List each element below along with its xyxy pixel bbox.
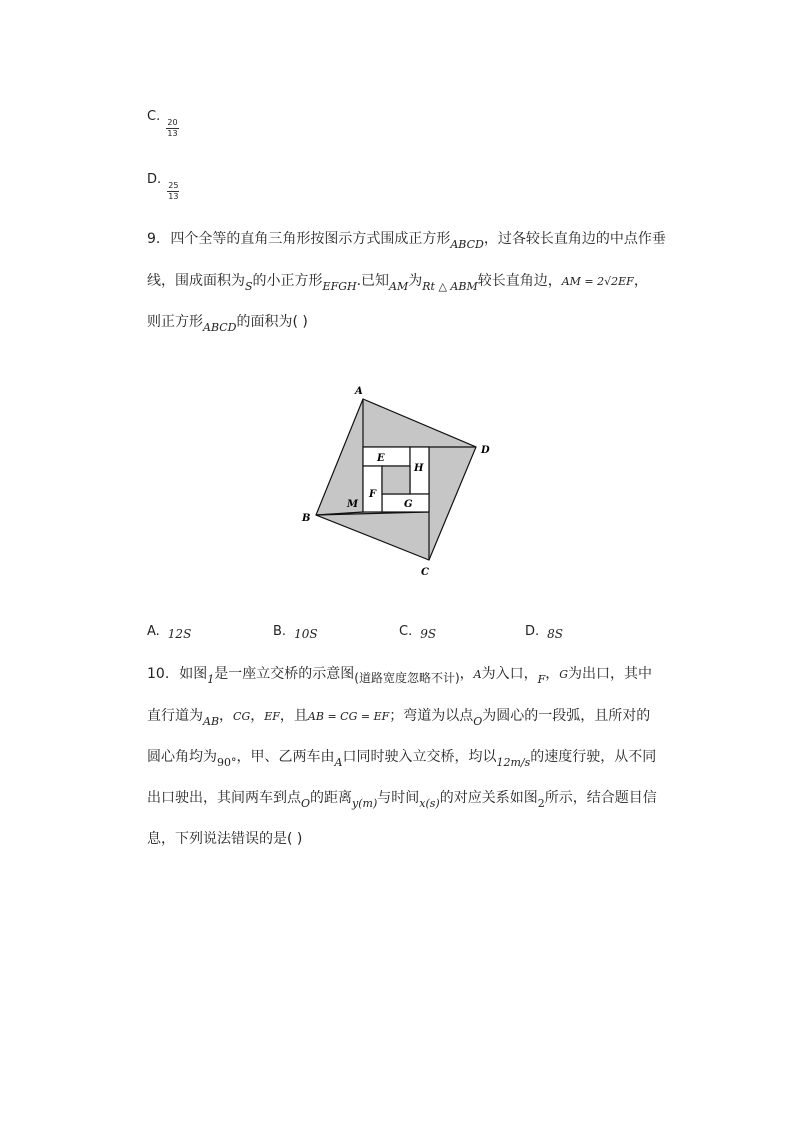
- q10-math: CG: [233, 710, 251, 723]
- q10-math: EF: [264, 710, 280, 723]
- option-d-numerator: 25: [168, 181, 179, 190]
- q9-text: 的小正方形: [252, 273, 323, 289]
- choice-label: D.: [525, 624, 540, 639]
- option-c-fraction: [166, 118, 178, 139]
- q9-math: AM: [389, 280, 409, 293]
- q9-text: 线，围成面积为: [147, 273, 245, 289]
- q9-number: 9.: [147, 231, 161, 247]
- option-d: [147, 169, 179, 201]
- option-c-numerator: 20: [167, 118, 178, 127]
- q9-math: AM = 2√2EF: [561, 275, 634, 288]
- q10-math: 90°: [217, 756, 237, 769]
- choice-value: 9S: [420, 627, 437, 641]
- q10-math: O: [473, 715, 483, 728]
- q10-text: 所示，结合题目信: [544, 790, 657, 806]
- label-a: A: [355, 386, 363, 397]
- q10-math: AB = CG = EF: [307, 710, 390, 723]
- q10-text: 直行道为: [147, 708, 203, 724]
- label-c: C: [421, 567, 429, 578]
- rect-e: [363, 447, 410, 466]
- q10-math: 2: [537, 797, 545, 810]
- q9-figure: [295, 380, 495, 580]
- q10-text: 的速度行驶，从不同: [530, 749, 657, 765]
- q9-choice-b: [273, 624, 318, 639]
- option-d-denominator: 13: [168, 192, 179, 201]
- q10-math: 12m/s: [496, 756, 531, 769]
- label-b: B: [302, 513, 311, 524]
- label-f: F: [369, 489, 377, 500]
- label-h: H: [414, 463, 424, 474]
- q10-text: (道路宽度忽略不计): [354, 671, 460, 685]
- q10-text: 的对应关系如图: [439, 790, 538, 806]
- q9-choice-d: [525, 624, 563, 639]
- option-c-denominator: 13: [167, 129, 178, 138]
- q10-text: 与时间: [377, 790, 420, 806]
- q10-math: AB: [203, 715, 220, 728]
- option-d-fraction: [167, 181, 179, 202]
- q10-text: 圆心角均为: [147, 749, 217, 765]
- q9-line-1: [147, 229, 666, 250]
- q10-text: ，: [219, 708, 234, 724]
- q9-math: Rt △ ABM: [422, 280, 478, 293]
- q9-choice-a: [147, 624, 191, 639]
- option-c: [147, 106, 178, 138]
- choice-label: B.: [273, 624, 287, 639]
- q10-line-4: [147, 788, 657, 809]
- q10-math: A: [473, 668, 482, 681]
- label-g: G: [404, 499, 413, 510]
- q10-number: 10.: [147, 666, 170, 682]
- q10-math: A: [334, 756, 343, 769]
- q10-text: ，甲、乙两车由: [236, 749, 335, 765]
- label-d: D: [481, 445, 490, 456]
- q10-text: 是一座立交桥的示意图: [214, 666, 355, 682]
- q10-line-1: [147, 664, 652, 685]
- choice-label: C.: [399, 624, 413, 639]
- q9-text: ，: [633, 273, 648, 289]
- inner-square: [382, 466, 410, 494]
- label-m: M: [347, 499, 359, 510]
- choice-label: A.: [147, 624, 160, 639]
- q10-math: O: [301, 797, 311, 810]
- q10-text: 出口驶出，其间两车到点: [147, 790, 301, 806]
- q9-text: .已知: [356, 273, 390, 289]
- q10-math: y(m): [352, 797, 378, 810]
- choice-value: 10S: [294, 627, 318, 641]
- q9-math: ABCD: [203, 321, 237, 334]
- q10-line-2: [147, 706, 650, 727]
- q10-text: ，: [250, 708, 265, 724]
- q9-choice-c: [399, 624, 436, 639]
- q10-math: F: [537, 673, 546, 686]
- q9-math: EFGH: [322, 280, 357, 293]
- q10-line-3: [147, 747, 656, 768]
- q9-text: 的面积为( ): [236, 314, 308, 330]
- q10-math: x(s): [419, 797, 440, 810]
- q10-text: 口同时驶入立交桥，均以: [342, 749, 497, 765]
- q10-text: 为入口，: [481, 666, 538, 682]
- q10-text: 为圆心的一段弧，且所对的: [482, 708, 651, 724]
- q10-text: ，: [545, 666, 560, 682]
- q10-text: 如图: [179, 666, 208, 682]
- option-d-label: D.: [147, 172, 162, 187]
- q9-text: 较长直角边，: [477, 273, 562, 289]
- q10-line-5: [147, 829, 302, 849]
- q9-line-3: [147, 312, 308, 333]
- q9-text: 则正方形: [147, 314, 203, 330]
- q10-text: 为出口，其中: [568, 666, 653, 682]
- q10-math: G: [559, 668, 569, 681]
- q10-text: 息，下列说法错误的是( ): [147, 831, 303, 847]
- q9-text: ，过各较长直角边的中点作垂: [483, 231, 666, 247]
- choice-value: 8S: [547, 627, 564, 641]
- q10-text: 的距离: [310, 790, 353, 806]
- q10-math: 1: [207, 673, 215, 686]
- q9-text: 为: [408, 273, 423, 289]
- q9-line-2: [147, 271, 648, 292]
- label-e: E: [377, 453, 385, 464]
- q9-math: S: [245, 280, 253, 293]
- q10-text: ，: [459, 666, 474, 682]
- q9-text: 四个全等的直角三角形按图示方式围成正方形: [170, 231, 451, 247]
- q9-math: ABCD: [450, 238, 484, 251]
- q10-text: ，且: [279, 708, 308, 724]
- option-c-label: C.: [147, 109, 161, 124]
- choice-value: 12S: [167, 627, 192, 641]
- q10-text: ；弯道为以点: [389, 708, 474, 724]
